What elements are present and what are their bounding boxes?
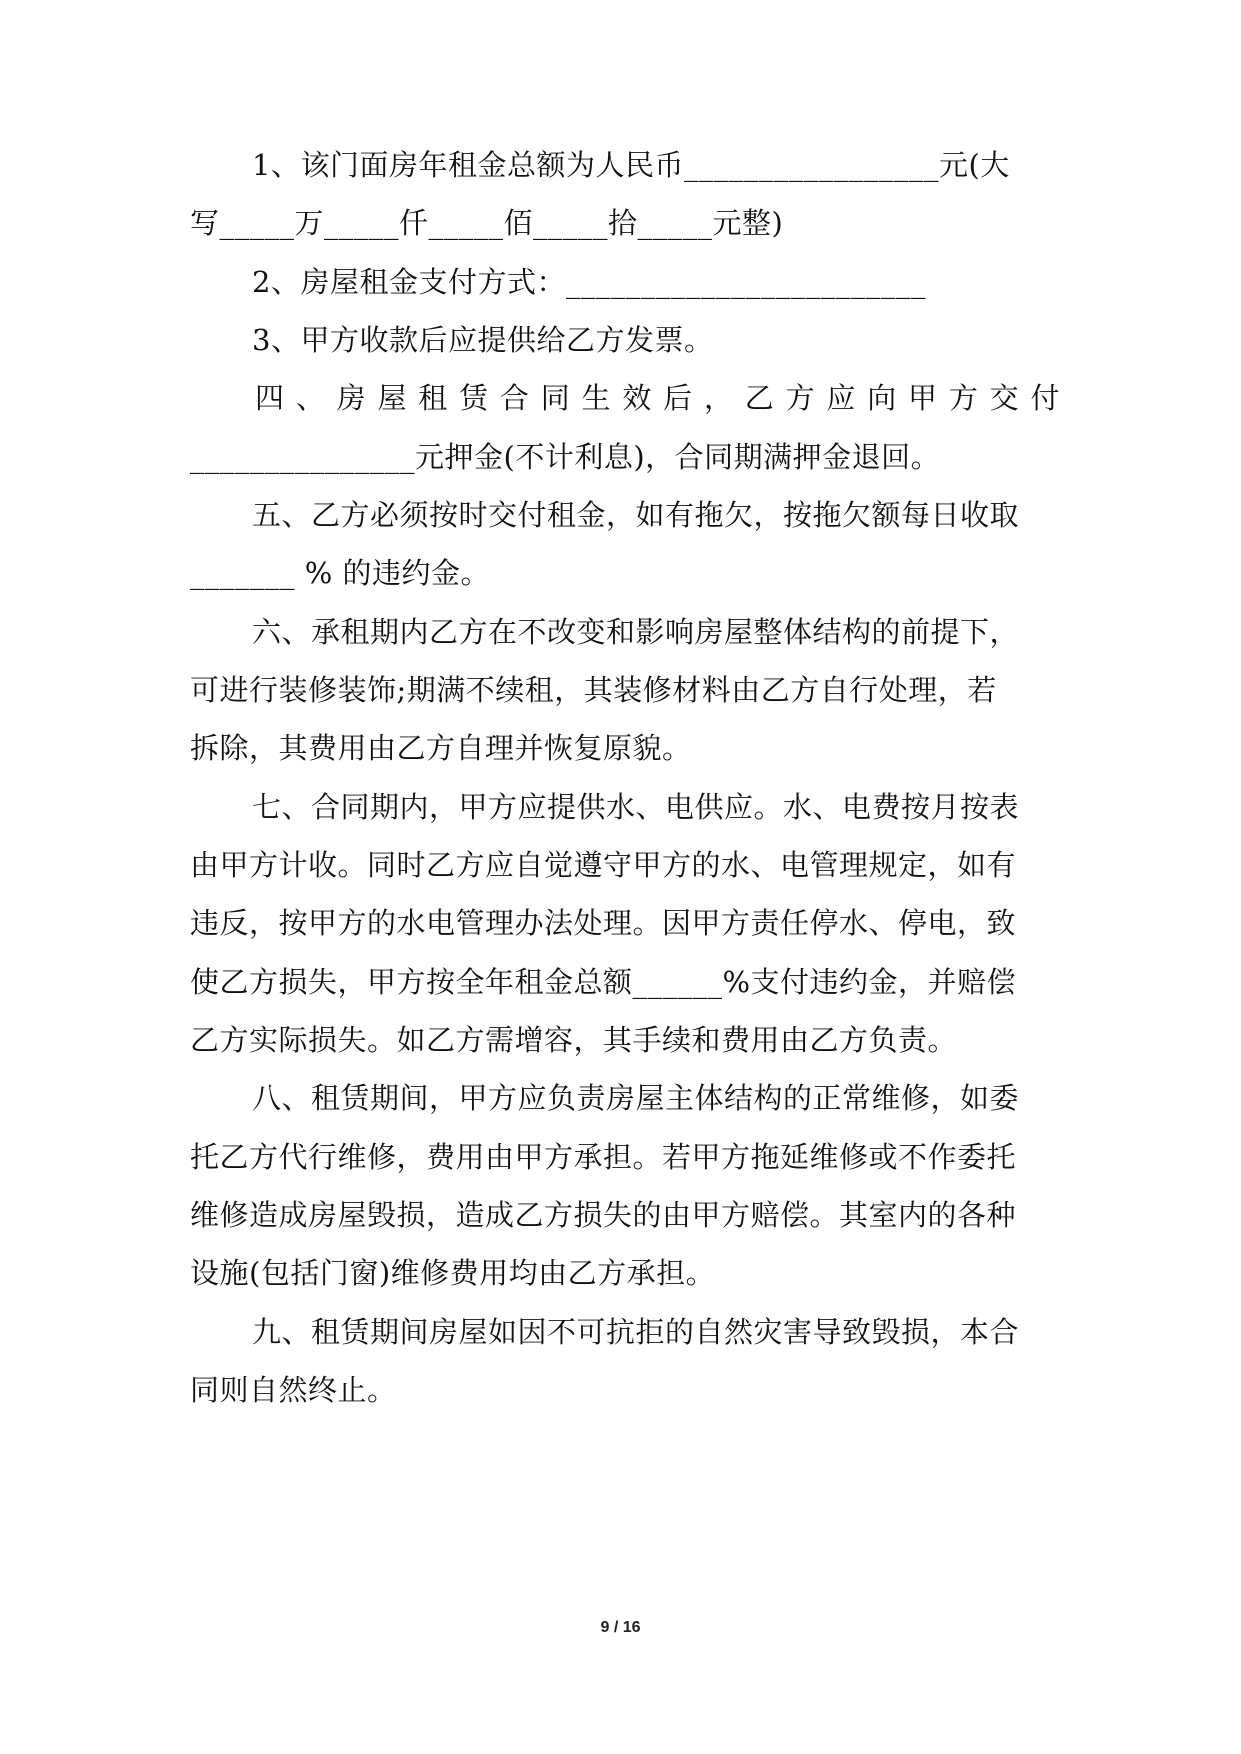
clause-5-line-2: _______ % 的违约金。 [190, 556, 490, 590]
clause-8-line-1: 八、租赁期间，甲方应负责房屋主体结构的正常维修，如委 [252, 1081, 1020, 1115]
clause-7-line-5: 乙方实际损失。如乙方需增容，其手续和费用由乙方负责。 [190, 1023, 958, 1057]
clause-6-line-3: 拆除，其费用由乙方自理并恢复原貌。 [190, 731, 692, 765]
clause-4-line-2: _______________元押金(不计利息)，合同期满押金退回。 [190, 440, 941, 474]
clause-3-item-2: 2、房屋租金支付方式：________________________ [252, 265, 926, 299]
clause-9-line-1: 九、租赁期间房屋如因不可抗拒的自然灾害导致毁损，本合 [252, 1315, 1020, 1349]
clause-5-line-1: 五、乙方必须按时交付租金，如有拖欠，按拖欠额每日收取 [252, 498, 1020, 532]
clause-3-item-1-line-2: 写_____万_____仟_____佰_____拾_____元整) [190, 206, 784, 240]
clause-4-line-1: 四、房屋租赁合同生效后，乙方应向甲方交付 [255, 381, 1060, 415]
clause-7-line-4: 使乙方损失，甲方按全年租金总额______%支付违约金，并赔偿 [190, 965, 1017, 999]
clause-7-line-2: 由甲方计收。同时乙方应自觉遵守甲方的水、电管理规定，如有 [190, 848, 1017, 882]
clause-7-line-3: 违反，按甲方的水电管理办法处理。因甲方责任停水、停电，致 [190, 906, 1017, 940]
clause-8-line-3: 维修造成房屋毁损，造成乙方损失的由甲方赔偿。其室内的各种 [190, 1198, 1017, 1232]
clause-8-line-4: 设施(包括门窗)维修费用均由乙方承担。 [190, 1256, 716, 1290]
clause-6-line-2: 可进行装修装饰;期满不续租，其装修材料由乙方自行处理，若 [190, 673, 997, 707]
page-number: 9 / 16 [600, 1619, 641, 1636]
clause-9-line-2: 同则自然终止。 [190, 1373, 397, 1407]
clause-3-item-1-line-1: 1、该门面房年租金总额为人民币_________________元(大 [252, 148, 1010, 182]
clause-6-line-1: 六、承租期内乙方在不改变和影响房屋整体结构的前提下， [252, 615, 1020, 649]
clause-3-item-3: 3、甲方收款后应提供给乙方发票。 [252, 323, 714, 357]
clause-7-line-1: 七、合同期内，甲方应提供水、电供应。水、电费按月按表 [252, 790, 1020, 824]
clause-8-line-2: 托乙方代行维修，费用由甲方承担。若甲方拖延维修或不作委托 [190, 1140, 1017, 1174]
